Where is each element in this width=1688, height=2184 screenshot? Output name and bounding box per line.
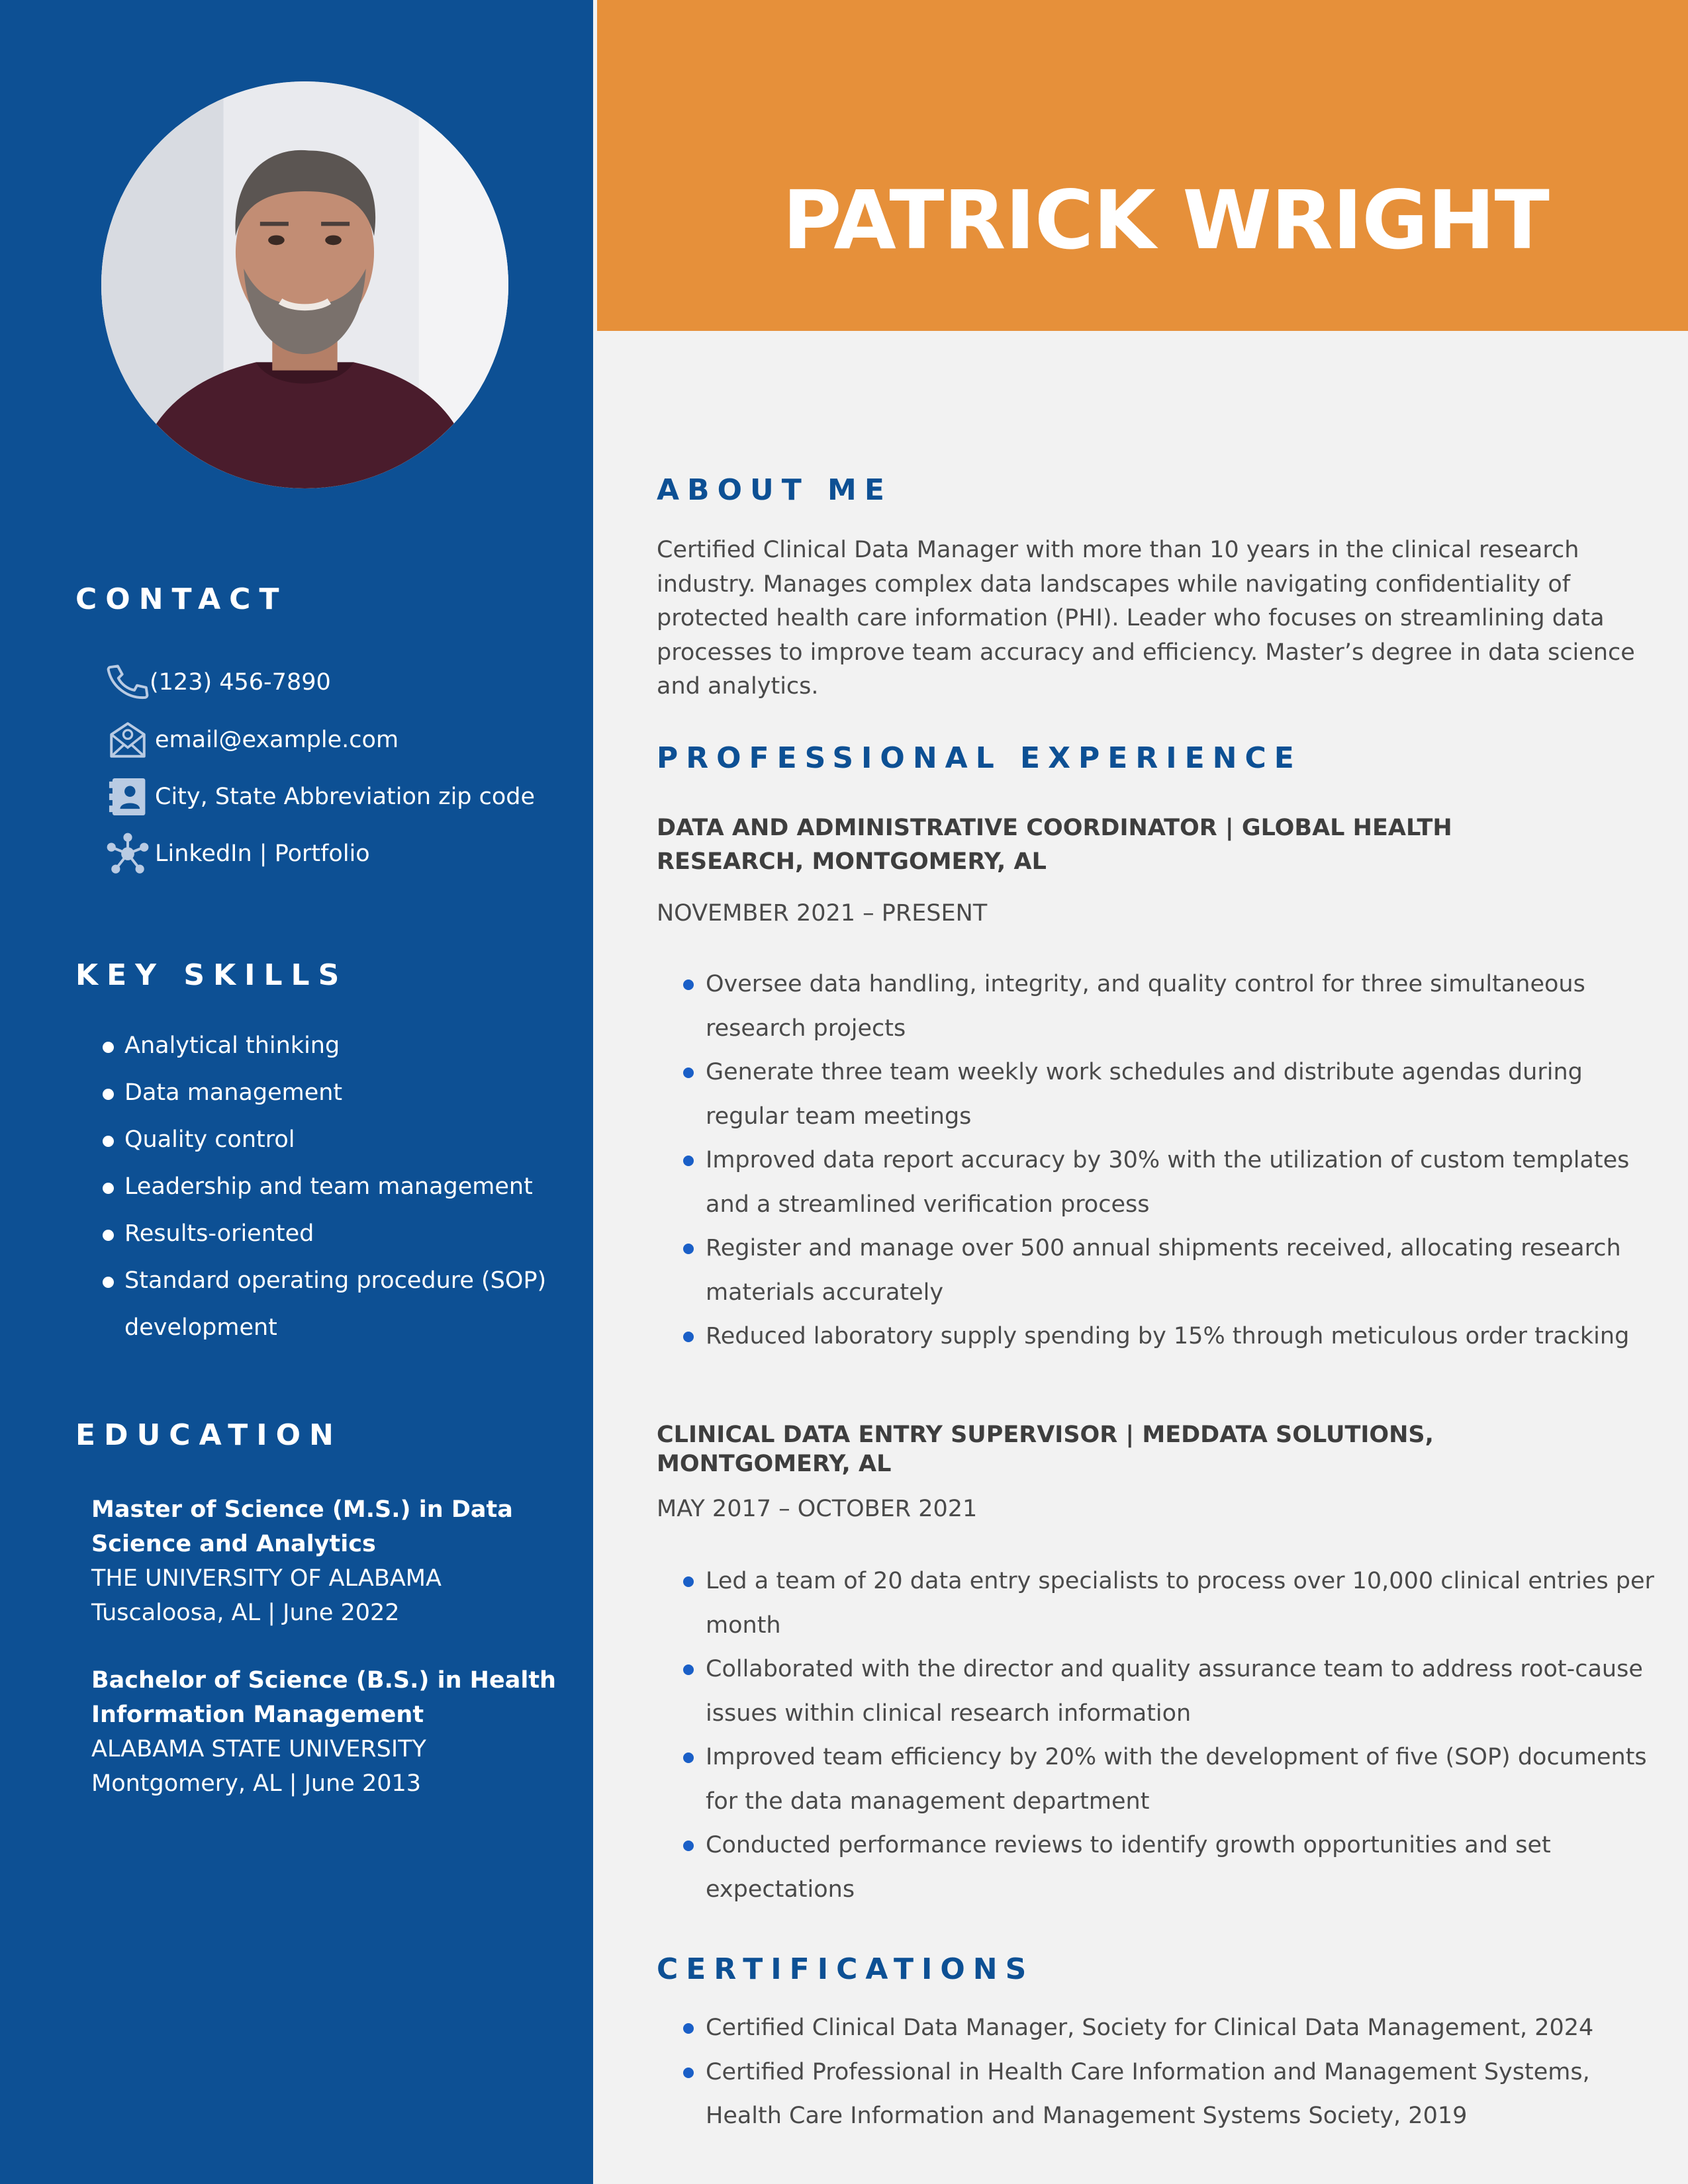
bullet-dot (683, 1576, 694, 1587)
school-location-date: Tuscaloosa, AL | June 2022 (91, 1600, 400, 1626)
certification-text: Certified Professional in Health Care Information and Management Systems, Health Care Information and Management Systems Society, 2019 (706, 2058, 1590, 2129)
skill-item (99, 1116, 576, 1163)
job-bullet (682, 1050, 1655, 1138)
job-bullet (682, 1735, 1655, 1823)
contact-address (106, 776, 535, 817)
bullet-dot (103, 1277, 114, 1288)
address-text: City, State Abbreviation zip code (155, 784, 536, 810)
bullet-dot (683, 2068, 694, 2078)
profile-links[interactable]: LinkedIn | Portfolio (155, 841, 370, 867)
skill-label: Standard operating procedure (SOP) development (124, 1267, 547, 1341)
school-name: ALABAMA STATE UNIVERSITY (91, 1736, 426, 1762)
bullet-text: Improved team efficiency by 20% with the development of five (SOP) documents for the data management department (706, 1744, 1647, 1815)
bullet-dot (683, 979, 694, 990)
bullet-dot (683, 1752, 694, 1763)
phone-number[interactable]: (123) 456-7890 (150, 669, 331, 696)
skill-label: Analytical thinking (124, 1032, 340, 1059)
email-icon (106, 719, 155, 760)
skill-label: Results-oriented (124, 1220, 314, 1247)
degree-name: Bachelor of Science (B.S.) in Health Information Management (91, 1667, 556, 1728)
job-bullets (682, 1559, 1655, 1911)
bullet-text: Register and manage over 500 annual shipments received, allocating research materials accurately (706, 1235, 1621, 1306)
skill-item (99, 1257, 576, 1351)
bullet-dot (103, 1042, 114, 1053)
skill-label: Leadership and team management (124, 1173, 533, 1200)
certification-item (682, 2050, 1655, 2138)
bullet-dot (103, 1183, 114, 1194)
bullet-text: Reduced laboratory supply spending by 15% through meticulous order tracking (706, 1323, 1630, 1349)
school-name: THE UNIVERSITY OF ALABAMA (91, 1565, 442, 1592)
certifications-heading: CERTIFICATIONS (657, 1952, 1035, 1986)
bullet-text: Conducted performance reviews to identify growth opportunities and set expectations (706, 1832, 1551, 1903)
profile-photo (101, 81, 508, 488)
education-heading: EDUCATION (75, 1418, 342, 1452)
certification-text: Certified Clinical Data Manager, Society for Clinical Data Management, 2024 (706, 2015, 1594, 2041)
bullet-dot (683, 1068, 694, 1078)
job-bullet (682, 1823, 1655, 1911)
skill-label: Data management (124, 1079, 343, 1106)
network-icon (106, 833, 155, 874)
bullet-dot (103, 1089, 114, 1100)
job-dates: MAY 2017 – OCTOBER 2021 (657, 1496, 978, 1522)
bullet-text: Improved data report accuracy by 30% with the utilization of custom templates and a streamlined verification process (706, 1147, 1630, 1218)
email-address[interactable]: email@example.com (155, 727, 399, 753)
job-dates: NOVEMBER 2021 – PRESENT (657, 900, 988, 927)
certification-list (682, 2006, 1655, 2138)
job-title: DATA AND ADMINISTRATIVE COORDINATOR | GLOBAL HEALTH RESEARCH, MONTGOMERY, AL (657, 815, 1452, 875)
job-title: CLINICAL DATA ENTRY SUPERVISOR | MEDDATA SOLUTIONS, MONTGOMERY, AL (657, 1422, 1434, 1477)
bullet-text: Generate three team weekly work schedules and distribute agendas during regular team meetings (706, 1059, 1583, 1130)
contact-heading: CONTACT (75, 582, 288, 616)
job-bullet (682, 1647, 1655, 1735)
bullet-dot (683, 1156, 694, 1166)
job-bullet (682, 962, 1655, 1050)
bullet-dot (683, 1244, 694, 1254)
education-entry (91, 1663, 581, 1801)
bullet-dot (683, 1841, 694, 1851)
degree-name: Master of Science (M.S.) in Data Science and Analytics (91, 1496, 513, 1557)
bullet-text: Collaborated with the director and quality assurance team to address root-cause issues within clinical research information (706, 1656, 1643, 1727)
phone-icon (106, 662, 155, 703)
skills-list (99, 1023, 576, 1351)
skill-item (99, 1210, 576, 1257)
bullet-dot (683, 1664, 694, 1675)
bullet-dot (683, 1332, 694, 1342)
certification-item (682, 2006, 1655, 2050)
job-bullet (682, 1138, 1655, 1226)
address-card-icon (106, 776, 155, 817)
education-entry (91, 1492, 581, 1630)
about-text: Certified Clinical Data Manager with more than 10 years in the clinical research industry. Manages complex data landscapes while navigating confidentiality of protected health care information (PHI). Leader who focuses on streamlining data processes to improve team accuracy and efficiency. Master’s degree in data science and analytics. (657, 537, 1635, 700)
job-bullet (682, 1559, 1655, 1647)
school-location-date: Montgomery, AL | June 2013 (91, 1770, 422, 1797)
skill-item (99, 1023, 576, 1069)
skill-label: Quality control (124, 1126, 295, 1153)
bullet-text: Oversee data handling, integrity, and quality control for three simultaneous research projects (706, 971, 1585, 1042)
name-banner (597, 0, 1688, 331)
skills-heading: KEY SKILLS (75, 958, 348, 992)
job-bullets (682, 962, 1655, 1359)
contact-links (106, 833, 370, 874)
about-heading: ABOUT ME (657, 473, 892, 507)
skill-item (99, 1069, 576, 1116)
job-bullet (682, 1314, 1655, 1359)
bullet-text: Led a team of 20 data entry specialists to process over 10,000 clinical entries per month (706, 1568, 1654, 1639)
experience-heading: PROFESSIONAL EXPERIENCE (657, 741, 1302, 775)
bullet-dot (103, 1230, 114, 1241)
bullet-dot (683, 2023, 694, 2034)
bullet-dot (103, 1136, 114, 1147)
job-bullet (682, 1226, 1655, 1314)
sidebar (0, 0, 593, 2184)
contact-phone (106, 662, 331, 703)
candidate-name: PATRICK WRIGHT (782, 173, 1549, 267)
contact-email (106, 719, 399, 760)
skill-item (99, 1163, 576, 1210)
